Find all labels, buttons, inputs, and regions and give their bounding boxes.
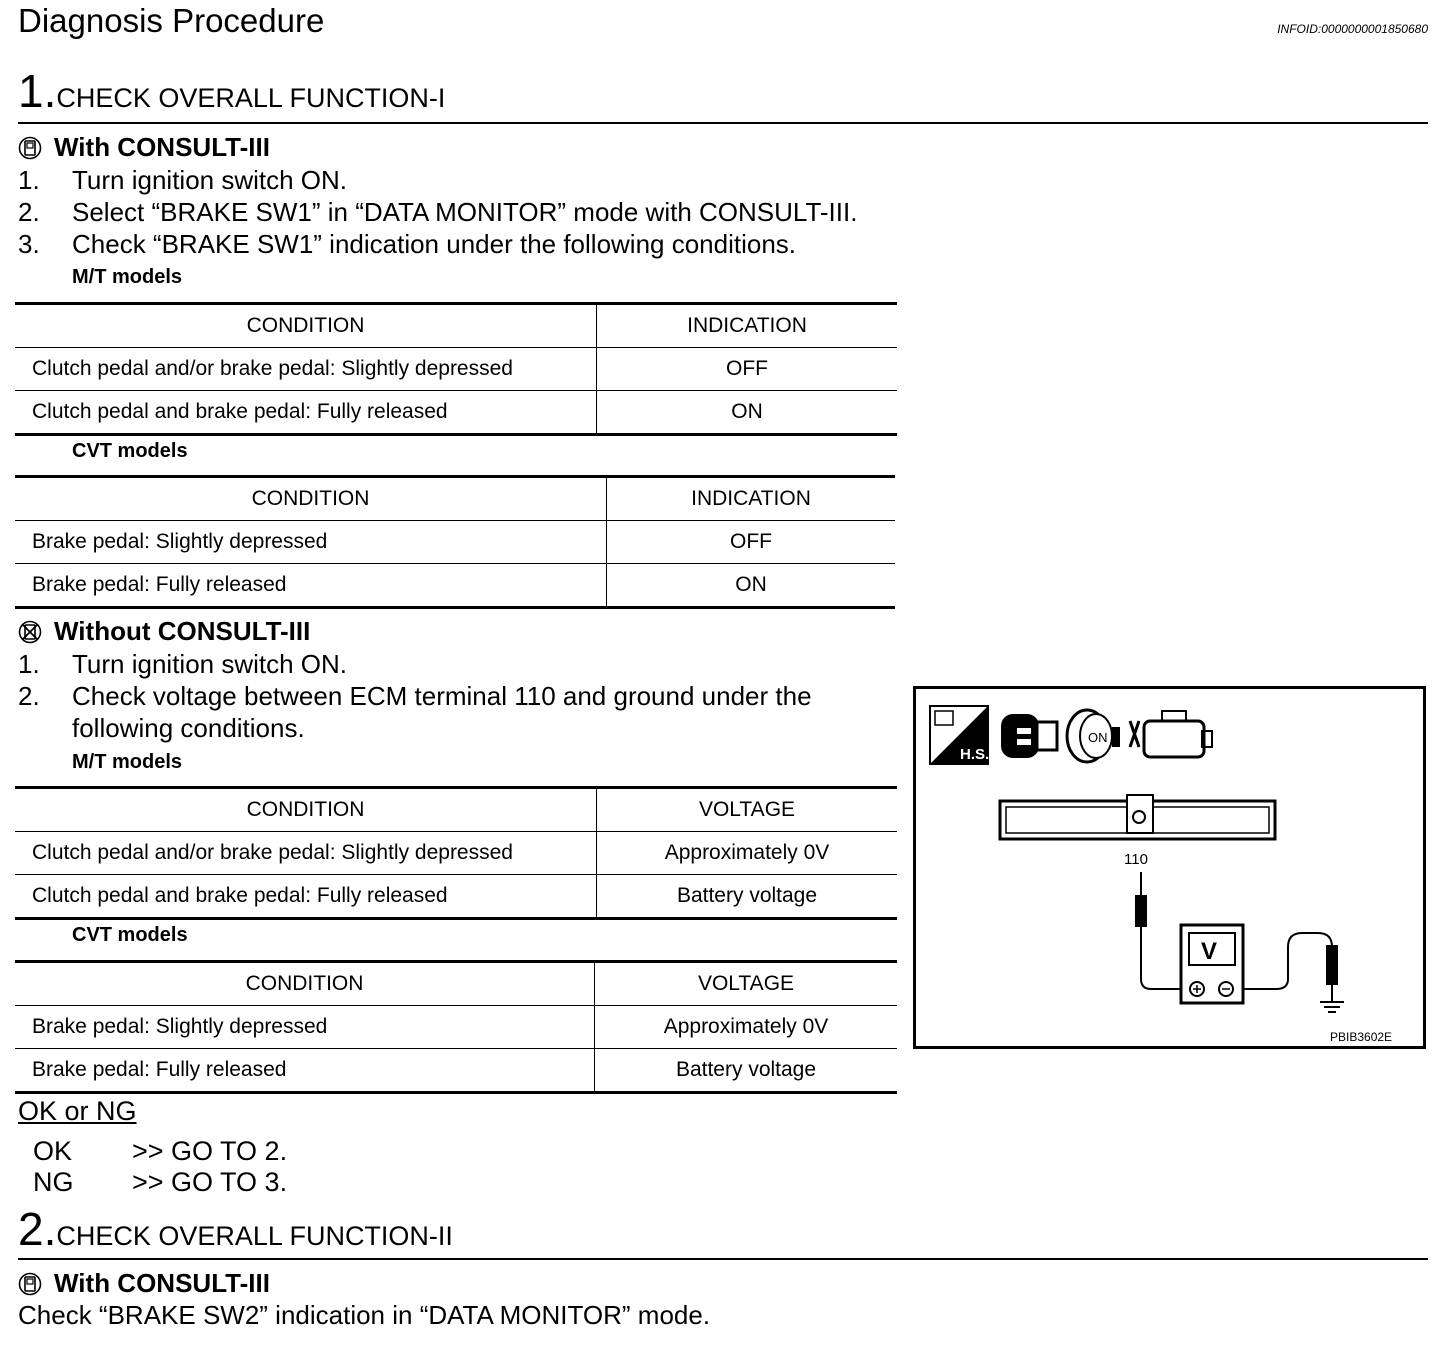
cvt-models-label: CVT models [72,440,188,462]
ok-or-ng-heading: OK or NG [18,1096,137,1126]
list-text: Select “BRAKE SW1” in “DATA MONITOR” mode with CONSULT-III. [72,197,858,227]
no-consult-icon [18,620,42,644]
on-label: ON [1088,730,1108,745]
connector-icon [1001,714,1057,758]
table-cell: OFF [607,521,896,564]
with-consult-label: With CONSULT-III [54,132,270,162]
table-cell: Approximately 0V [597,832,898,875]
list-number: 2. [18,681,40,711]
list-item [0,229,1000,261]
table-header-row [15,304,897,348]
cvt-models-label: CVT models [72,924,188,946]
table-row [15,1049,897,1093]
hs-icon [930,706,989,764]
table-cell: Brake pedal: Slightly depressed [15,1006,595,1049]
cvt-indication-table [15,475,895,609]
table-cell: Clutch pedal and/or brake pedal: Slightly depressed [15,832,597,875]
with-consult-label: With CONSULT-III [54,1268,270,1298]
voltmeter-label: V [1201,938,1218,965]
page-title: Diagnosis Procedure [18,2,325,39]
voltmeter-icon [1181,925,1243,1003]
table-cell: Brake pedal: Slightly depressed [15,521,607,564]
table-header-cell: CONDITION [15,962,595,1006]
list-number: 1. [18,165,40,195]
list-text: Check voltage between ECM terminal 110 and ground under the [72,681,812,711]
step-number: 2. [18,1203,57,1255]
table-row [15,564,895,608]
table-cell: Approximately 0V [595,1006,898,1049]
circuit-diagram [916,689,1423,1046]
engine-off-icon [1130,711,1212,757]
result-ng-action: >> GO TO 3. [132,1167,288,1197]
mt-indication-table [15,302,897,436]
table-header-cell: CONDITION [15,477,607,521]
table-header-row [15,788,897,832]
table-row [15,1006,897,1049]
table-cell: ON [607,564,896,608]
hs-label: H.S. [960,746,990,763]
step-1-heading [18,65,446,117]
list-item [0,649,900,681]
table-header-cell: CONDITION [15,304,597,348]
table-cell: Clutch pedal and brake pedal: Fully released [15,875,597,919]
step-title: CHECK OVERALL FUNCTION-II [56,1221,453,1251]
table-header-cell: VOLTAGE [595,962,898,1006]
consult-tool-icon [18,1272,42,1296]
step-title: CHECK OVERALL FUNCTION-I [56,83,446,113]
table-cell: ON [597,391,898,435]
result-ok-key: OK [33,1136,73,1166]
table-cell: Battery voltage [595,1049,898,1093]
with-consult-heading [18,1268,270,1299]
table-cell: Battery voltage [597,875,898,919]
table-row [15,348,897,391]
ignition-on-icon [1067,710,1120,762]
consult-tool-icon [18,136,42,160]
table-row [15,875,897,919]
step-2-heading [18,1203,453,1255]
result-ng-key: NG [33,1167,74,1197]
table-header-row [15,477,895,521]
table-cell: Brake pedal: Fully released [15,564,607,608]
table-cell: Brake pedal: Fully released [15,1049,595,1093]
table-header-cell: VOLTAGE [597,788,898,832]
table-row [15,521,895,564]
divider [18,122,1428,124]
list-item [0,681,900,745]
list-text: Check “BRAKE SW1” indication under the following conditions. [72,229,797,259]
figure-code: PBIB3602E [1330,1030,1393,1044]
list-text: Turn ignition switch ON. [72,165,348,195]
list-text: Turn ignition switch ON. [72,649,348,679]
step-number: 1. [18,65,57,117]
table-cell: Clutch pedal and brake pedal: Fully released [15,391,597,435]
without-consult-heading [18,616,310,647]
info-id: INFOID:0000000001850680 [1277,22,1428,36]
table-row [15,832,897,875]
cvt-voltage-table [15,960,897,1094]
ecm-connector [1000,795,1275,839]
mt-models-label: M/T models [72,751,183,773]
without-consult-label: Without CONSULT-III [54,616,311,646]
list-text: following conditions. [72,713,305,743]
list-number: 1. [18,649,40,679]
table-header-row [15,962,897,1006]
result-ok-action: >> GO TO 2. [132,1136,288,1166]
table-header-cell: INDICATION [607,477,896,521]
list-item [0,165,1000,197]
table-cell: OFF [597,348,898,391]
mt-voltage-table [15,786,897,920]
list-number: 2. [18,197,40,227]
table-cell: Clutch pedal and/or brake pedal: Slightly depressed [15,348,597,391]
ecm-voltage-figure [913,686,1426,1049]
list-number: 3. [18,229,40,259]
terminal-110-label: 110 [1124,851,1148,868]
table-row [15,391,897,435]
list-item [0,197,1000,229]
with-consult-heading [18,132,270,163]
table-header-cell: INDICATION [597,304,898,348]
divider [18,1258,1428,1260]
check-instruction: Check “BRAKE SW2” indication in “DATA MONITOR” mode. [18,1300,711,1330]
table-header-cell: CONDITION [15,788,597,832]
mt-models-label: M/T models [72,266,183,288]
